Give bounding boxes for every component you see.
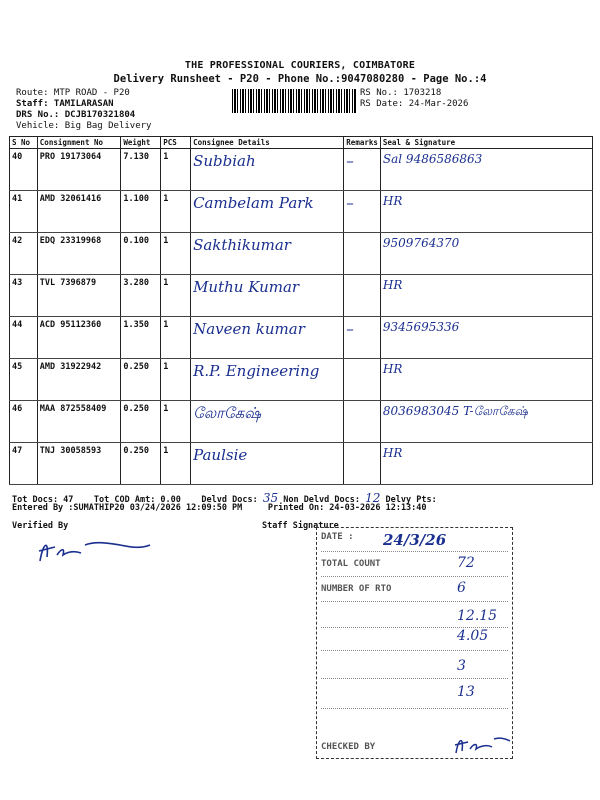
row-consignment: EDQ 23319968 xyxy=(37,233,121,275)
staff: Staff: TAMILARASAN xyxy=(16,99,114,109)
runsheet-meta-right xyxy=(360,88,468,110)
stamp-checked-by: CHECKED BY xyxy=(321,742,376,752)
table-row xyxy=(10,401,593,443)
row-consignment: TVL 7396879 xyxy=(37,275,121,317)
stamp-row-value: 6 xyxy=(457,580,466,596)
seal-signature: 8036983045 T-லோகேஷ் xyxy=(382,404,528,418)
stamp-row-value: 72 xyxy=(457,555,475,571)
consignee-handwriting: Muthu Kumar xyxy=(193,278,300,296)
runsheet-table xyxy=(9,136,593,485)
row-weight: 0.250 xyxy=(121,401,161,443)
row-consignment: MAA 872558409 xyxy=(37,401,121,443)
remarks-handwriting: – xyxy=(346,320,354,338)
table-header-row xyxy=(10,137,593,149)
delivery-stamp xyxy=(316,527,513,759)
barcode xyxy=(232,89,356,113)
entered-by: Entered By :SUMATHIP20 03/24/2026 12:09:50 PM xyxy=(12,503,243,513)
row-sno: 42 xyxy=(10,233,38,275)
seal-signature: 9509764370 xyxy=(382,236,460,250)
col-consignment: Consignment No xyxy=(37,137,121,149)
verifier-signature-icon xyxy=(35,533,155,567)
row-sno: 44 xyxy=(10,317,38,359)
row-pcs: 1 xyxy=(161,443,191,485)
table-row xyxy=(10,149,593,191)
stamp-date-label: DATE : xyxy=(321,532,354,542)
seal-signature: 9345695336 xyxy=(382,320,460,334)
seal-signature: HR xyxy=(382,362,403,376)
stamp-row-value: 4.05 xyxy=(457,628,489,644)
table-row xyxy=(10,359,593,401)
route: Route: MTP ROAD - P20 xyxy=(16,88,130,98)
row-pcs: 1 xyxy=(161,191,191,233)
row-consignment: PRO 19173064 xyxy=(37,149,121,191)
col-signature: Seal & Signature xyxy=(380,137,592,149)
col-weight: Weight xyxy=(121,137,161,149)
runsheet-meta-left xyxy=(16,88,151,132)
non-delivered-docs-value: 12 xyxy=(365,491,381,505)
row-consignment: TNJ 30058593 xyxy=(37,443,121,485)
row-sno: 40 xyxy=(10,149,38,191)
seal-signature: Sal 9486586863 xyxy=(382,152,483,166)
col-consignee: Consignee Details xyxy=(191,137,344,149)
col-sno: S No xyxy=(10,137,38,149)
row-pcs: 1 xyxy=(161,149,191,191)
delivery-points: Delvy Pts: xyxy=(385,495,437,505)
row-sno: 46 xyxy=(10,401,38,443)
non-delivered-docs-label: Non Delvd Docs: xyxy=(283,495,360,505)
staff-signature-label: Staff Signature xyxy=(262,521,339,531)
consignee-handwriting: Cambelam Park xyxy=(193,194,314,212)
vehicle: Vehicle: Big Bag Delivery xyxy=(16,121,152,131)
row-sno: 41 xyxy=(10,191,38,233)
drs-number: DRS No.: DCJB170321804 xyxy=(16,110,136,120)
row-weight: 0.250 xyxy=(121,443,161,485)
row-weight: 7.130 xyxy=(121,149,161,191)
company-name: THE PROFESSIONAL COURIERS, COIMBATORE xyxy=(184,60,416,71)
rs-number: RS No.: 1703218 xyxy=(360,88,442,98)
rs-date: RS Date: 24-Mar-2026 xyxy=(360,99,469,109)
table-row xyxy=(10,317,593,359)
row-sno: 45 xyxy=(10,359,38,401)
seal-signature: HR xyxy=(382,278,403,292)
row-consignment: AMD 31922942 xyxy=(37,359,121,401)
row-weight: 3.280 xyxy=(121,275,161,317)
row-consignment: AMD 32061416 xyxy=(37,191,121,233)
checker-signature-icon xyxy=(452,731,512,757)
stamp-row-value: 12.15 xyxy=(457,608,498,624)
stamp-row-label: TOTAL COUNT xyxy=(321,559,381,569)
seal-signature: HR xyxy=(382,194,403,208)
consignee-handwriting: Naveen kumar xyxy=(193,320,305,338)
stamp-row-value: 3 xyxy=(457,658,466,674)
row-consignment: ACD 95112360 xyxy=(37,317,121,359)
consignee-handwriting: Paulsie xyxy=(193,446,248,464)
verified-by-label: Verified By xyxy=(12,521,69,531)
remarks-handwriting: – xyxy=(346,194,354,212)
row-sno: 43 xyxy=(10,275,38,317)
consignee-handwriting: Sakthikumar xyxy=(193,236,291,254)
remarks-handwriting: – xyxy=(346,152,354,170)
stamp-date-value: 24/3/26 xyxy=(383,531,447,549)
printed-on: Printed On: 24-03-2026 12:13:40 xyxy=(267,503,427,513)
row-pcs: 1 xyxy=(161,275,191,317)
row-weight: 1.100 xyxy=(121,191,161,233)
delivered-docs-label: Delvd Docs: xyxy=(201,495,258,505)
col-remarks: Remarks xyxy=(344,137,381,149)
seal-signature: HR xyxy=(382,446,403,460)
row-weight: 1.350 xyxy=(121,317,161,359)
total-cod: Tot COD Amt: 0.00 xyxy=(93,495,181,505)
row-pcs: 1 xyxy=(161,359,191,401)
consignee-handwriting: R.P. Engineering xyxy=(193,362,320,380)
row-pcs: 1 xyxy=(161,401,191,443)
table-row xyxy=(10,191,593,233)
consignee-handwriting: Subbiah xyxy=(193,152,256,170)
stamp-row-label: NUMBER OF RTO xyxy=(321,584,392,594)
runsheet-subtitle: Delivery Runsheet - P20 - Phone No.:9047080280 - Page No.:4 xyxy=(113,73,487,85)
stamp-row-value: 13 xyxy=(457,684,475,700)
row-pcs: 1 xyxy=(161,317,191,359)
row-sno: 47 xyxy=(10,443,38,485)
consignee-handwriting: லோகேஷ் xyxy=(193,404,262,422)
table-row xyxy=(10,275,593,317)
row-weight: 0.100 xyxy=(121,233,161,275)
row-pcs: 1 xyxy=(161,233,191,275)
table-row xyxy=(10,443,593,485)
col-pcs: PCS xyxy=(161,137,191,149)
total-docs: Tot Docs: 47 xyxy=(12,495,74,505)
table-row xyxy=(10,233,593,275)
entered-line xyxy=(12,503,427,513)
delivered-docs-value: 35 xyxy=(262,491,279,505)
row-weight: 0.250 xyxy=(121,359,161,401)
